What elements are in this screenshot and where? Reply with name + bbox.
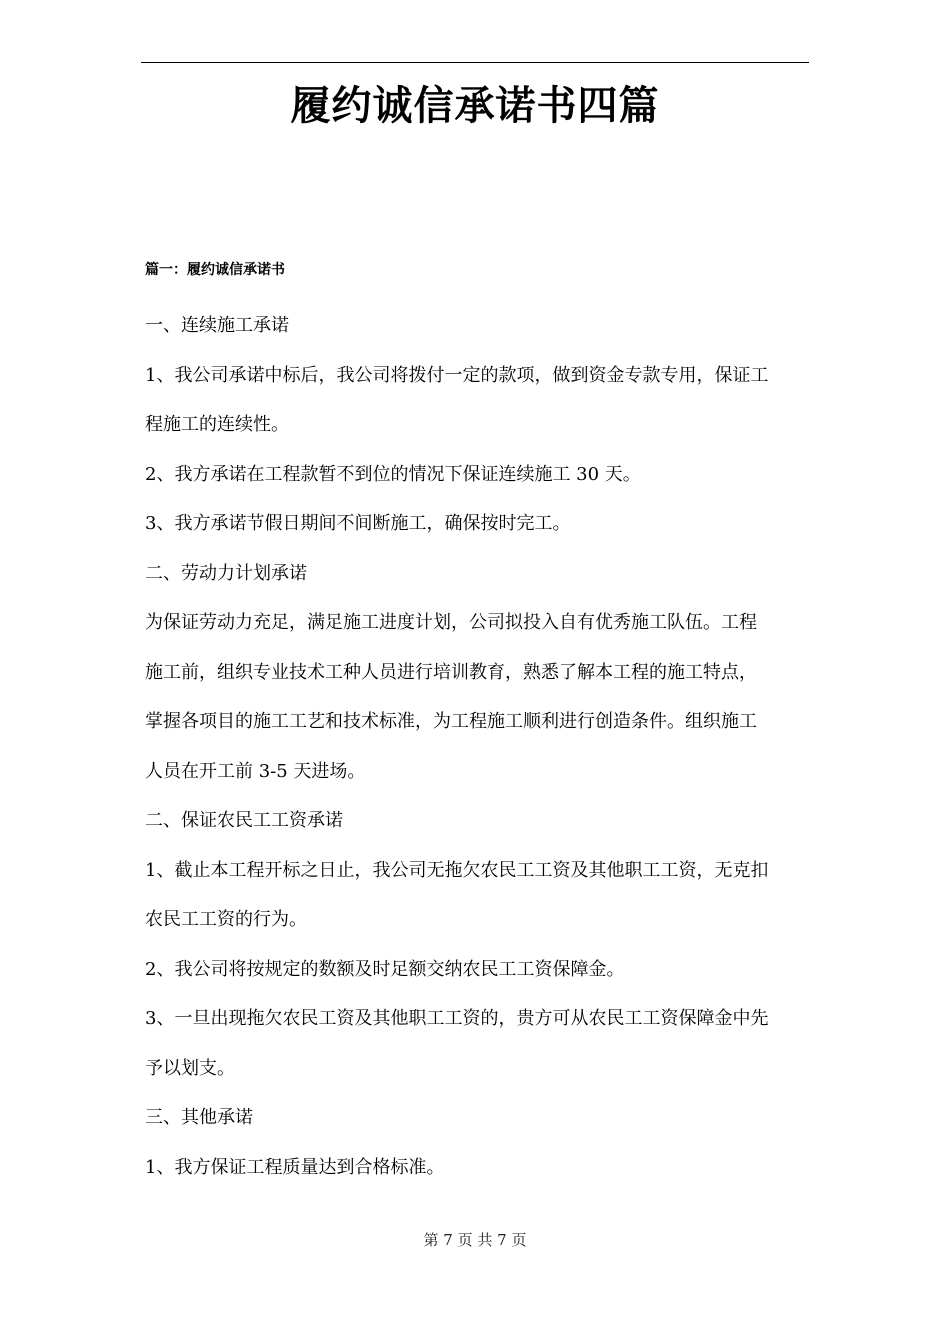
paragraph-line: 1、我方保证工程质量达到合格标准。	[145, 1156, 445, 1178]
paragraph-line: 人员在开工前 3-5 天进场。	[145, 760, 366, 782]
heading-continuous-construction: 一、连续施工承诺	[145, 315, 289, 336]
heading-labor-plan: 二、劳动力计划承诺	[145, 562, 307, 584]
paragraph-line: 程施工的连续性。	[145, 414, 289, 435]
paragraph-line: 3、一旦出现拖欠农民工资及其他职工工资的，贵方可从农民工工资保障金中先	[145, 1008, 769, 1029]
document-body	[145, 305, 813, 1196]
paragraph-line: 予以划支。	[145, 1057, 235, 1079]
paragraph-line: 2、我方承诺在工程款暂不到位的情况下保证连续施工 30 天。	[145, 463, 641, 485]
document-title: 履约诚信承诺书四篇	[290, 82, 660, 129]
paragraph-line: 1、我公司承诺中标后，我公司将拨付一定的款项，做到资金专款专用，保证工	[145, 364, 769, 386]
section-heading: 篇一：履约诚信承诺书	[145, 262, 285, 278]
paragraph-line: 施工前，组织专业技术工种人员进行培训教育，熟悉了解本工程的施工特点，	[145, 661, 757, 683]
paragraph-line: 1、截止本工程开标之日止，我公司无拖欠农民工工资及其他职工工资，无克扣	[145, 859, 769, 881]
paragraph-line: 农民工工资的行为。	[145, 909, 307, 930]
paragraph-line: 掌握各项目的施工工艺和技术标准，为工程施工顺利进行创造条件。组织施工	[145, 711, 757, 732]
paragraph-line: 2、我公司将按规定的数额及时足额交纳农民工工资保障金。	[145, 958, 625, 980]
header-rule	[141, 62, 809, 63]
heading-other-commitments: 三、其他承诺	[145, 1107, 253, 1128]
paragraph-line: 为保证劳动力充足，满足施工进度计划，公司拟投入自有优秀施工队伍。工程	[145, 612, 757, 633]
paragraph-line: 3、我方承诺节假日期间不间断施工，确保按时完工。	[145, 513, 571, 534]
heading-wage-guarantee: 二、保证农民工工资承诺	[145, 810, 343, 831]
page-number: 第 7 页 共 7 页	[423, 1231, 527, 1249]
